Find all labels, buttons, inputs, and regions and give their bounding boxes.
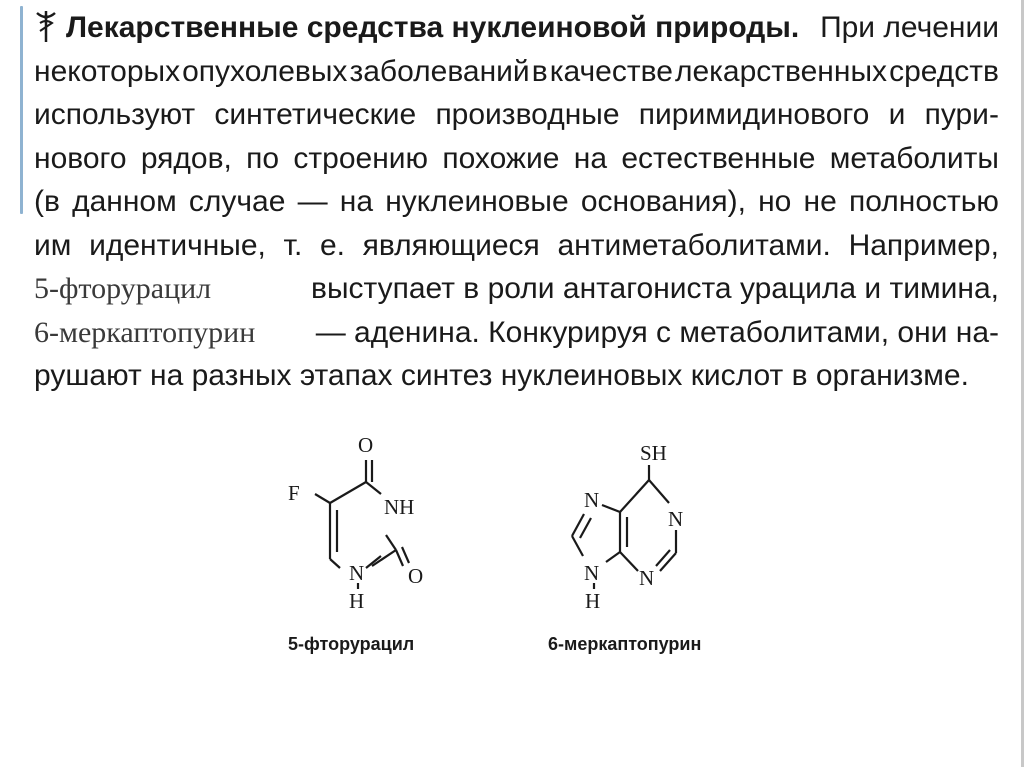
section-heading: Лекарственные средства нуклеиновой природы.	[66, 11, 800, 44]
text-line-3: используют синтетические производные пиримидинового и пури-	[34, 98, 999, 131]
line-1-tail: При лечении	[820, 11, 999, 44]
fluorine-atom: F	[288, 481, 300, 505]
text-line-4: нового рядов, по строению похожие на естественные метаболиты	[34, 141, 999, 175]
nh-group: NH	[384, 495, 415, 519]
hydrogen-atom: H	[349, 589, 365, 613]
oxygen-atom-top: O	[358, 433, 374, 457]
text-line-2: некоторых опухолевых заболеваний в качестве лекарственных средств	[34, 54, 999, 88]
nitrogen-atom-1: N	[668, 507, 684, 531]
hydrogen-atom-9: H	[585, 589, 601, 613]
oxygen-atom-right: O	[408, 564, 424, 588]
compound-name-mercaptopurine: 6-меркаптопурин	[34, 315, 256, 349]
sh-group: SH	[640, 441, 667, 465]
nitrogen-atom-7: N	[584, 488, 600, 512]
nitrogen-atom-9: N	[584, 561, 600, 585]
nitrogen-atom-3: N	[639, 566, 655, 590]
text-line-6: им идентичные, т. е. являющиеся антиметаболитами. Например,	[34, 228, 999, 262]
text-line-9: рушают на разных этапах синтез нуклеиновых кислот в организме.	[34, 359, 969, 392]
text-line-7: 5-фторурацил выступает в роли антагониста урацила и тимина,	[34, 267, 999, 311]
nitrogen-atom: N	[349, 561, 365, 585]
fluorouracil-structure	[288, 433, 423, 654]
compound-name-fluorouracil: 5-фторурацил	[34, 272, 212, 305]
fluorouracil-caption: 5-фторурацил	[288, 634, 415, 654]
mercaptopurine-structure	[548, 441, 701, 654]
text-line-5: (в данном случае — на нуклеиновые основания), но не полностью	[34, 185, 999, 218]
mercaptopurine-caption: 6-меркаптопурин	[548, 634, 702, 654]
text-line-8: 6-меркаптопурин — аденина. Конкурируя с метаболитами, они на-	[34, 311, 999, 355]
